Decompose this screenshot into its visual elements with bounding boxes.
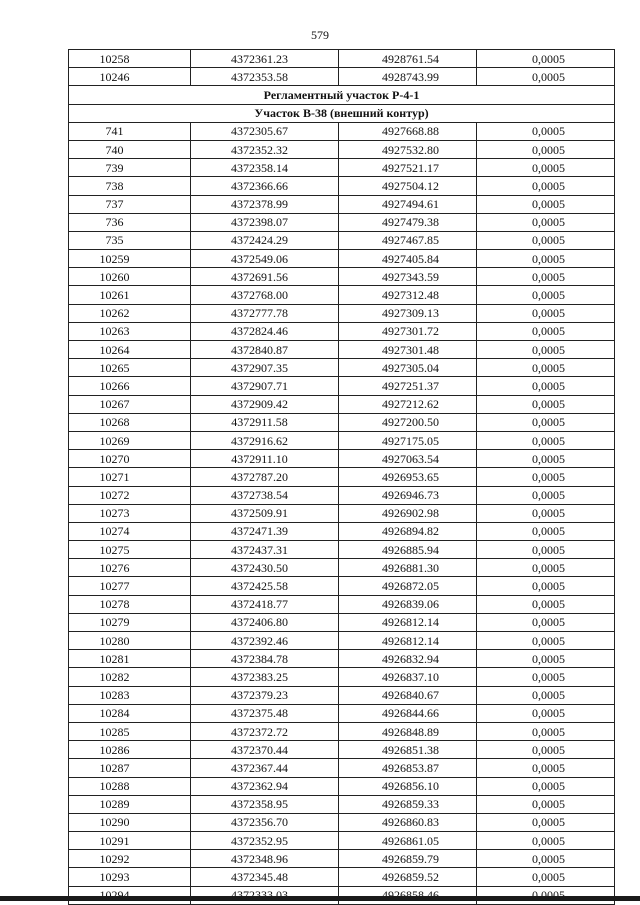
point-number-cell: 10284 [69,704,191,722]
table-row [69,813,615,831]
point-number-cell: 10263 [69,322,191,340]
point-number-cell: 10260 [69,268,191,286]
error-cell: 0,0005 [477,632,615,650]
error-cell: 0,0005 [477,431,615,449]
point-number-cell: 10269 [69,431,191,449]
x-coordinate-cell: 4372911.10 [191,450,339,468]
table-row [69,541,615,559]
error-cell: 0,0005 [477,122,615,140]
point-number-cell: 10279 [69,613,191,631]
table-row [69,832,615,850]
y-coordinate-cell: 4926812.14 [339,632,477,650]
x-coordinate-cell: 4372738.54 [191,486,339,504]
point-number-cell: 10266 [69,377,191,395]
table-row [69,177,615,195]
y-coordinate-cell: 4927301.48 [339,341,477,359]
error-cell: 0,0005 [477,777,615,795]
x-coordinate-cell: 4372358.14 [191,159,339,177]
x-coordinate-cell: 4372375.48 [191,704,339,722]
error-cell: 0,0005 [477,595,615,613]
y-coordinate-cell: 4927479.38 [339,213,477,231]
table-row [69,741,615,759]
error-cell: 0,0005 [477,341,615,359]
point-number-cell: 738 [69,177,191,195]
table-row [69,577,615,595]
table-row [69,504,615,522]
point-number-cell: 10274 [69,522,191,540]
y-coordinate-cell: 4926872.05 [339,577,477,595]
y-coordinate-cell: 4926859.33 [339,795,477,813]
table-row [69,286,615,304]
point-number-cell: 735 [69,231,191,249]
point-number-cell: 10283 [69,686,191,704]
table-row [69,613,615,631]
table-row [69,213,615,231]
x-coordinate-cell: 4372352.95 [191,832,339,850]
y-coordinate-cell: 4927494.61 [339,195,477,213]
point-number-cell: 10282 [69,668,191,686]
error-cell: 0,0005 [477,50,615,68]
point-number-cell: 10270 [69,450,191,468]
table-row [69,140,615,158]
error-cell: 0,0005 [477,686,615,704]
point-number-cell: 10271 [69,468,191,486]
table-row [69,595,615,613]
x-coordinate-cell: 4372787.20 [191,468,339,486]
point-number-cell: 10290 [69,813,191,831]
error-cell: 0,0005 [477,413,615,431]
point-number-cell: 10278 [69,595,191,613]
x-coordinate-cell: 4372907.71 [191,377,339,395]
error-cell: 0,0005 [477,522,615,540]
x-coordinate-cell: 4372916.62 [191,431,339,449]
x-coordinate-cell: 4372509.91 [191,504,339,522]
table-row [69,359,615,377]
table-row [69,795,615,813]
x-coordinate-cell: 4372398.07 [191,213,339,231]
y-coordinate-cell: 4926946.73 [339,486,477,504]
table-row [69,122,615,140]
error-cell: 0,0005 [477,722,615,740]
error-cell: 0,0005 [477,159,615,177]
y-coordinate-cell: 4927504.12 [339,177,477,195]
y-coordinate-cell: 4927405.84 [339,250,477,268]
y-coordinate-cell: 4927301.72 [339,322,477,340]
y-coordinate-cell: 4926853.87 [339,759,477,777]
point-number-cell: 10286 [69,741,191,759]
error-cell: 0,0005 [477,577,615,595]
point-number-cell: 10289 [69,795,191,813]
error-cell: 0,0005 [477,322,615,340]
x-coordinate-cell: 4372348.96 [191,850,339,868]
x-coordinate-cell: 4372378.99 [191,195,339,213]
point-number-cell: 740 [69,140,191,158]
x-coordinate-cell: 4372383.25 [191,668,339,686]
x-coordinate-cell: 4372425.58 [191,577,339,595]
y-coordinate-cell: 4927175.05 [339,431,477,449]
y-coordinate-cell: 4926894.82 [339,522,477,540]
x-coordinate-cell: 4372352.32 [191,140,339,158]
x-coordinate-cell: 4372840.87 [191,341,339,359]
error-cell: 0,0005 [477,850,615,868]
x-coordinate-cell: 4372768.00 [191,286,339,304]
point-number-cell: 10285 [69,722,191,740]
x-coordinate-cell: 4372691.56 [191,268,339,286]
table-row [69,722,615,740]
y-coordinate-cell: 4926902.98 [339,504,477,522]
x-coordinate-cell: 4372424.29 [191,231,339,249]
error-cell: 0,0005 [477,650,615,668]
point-number-cell: 10264 [69,341,191,359]
x-coordinate-cell: 4372361.23 [191,50,339,68]
x-coordinate-cell: 4372362.94 [191,777,339,795]
y-coordinate-cell: 4927343.59 [339,268,477,286]
table-row [69,250,615,268]
error-cell: 0,0005 [477,795,615,813]
y-coordinate-cell: 4927521.17 [339,159,477,177]
error-cell: 0,0005 [477,759,615,777]
error-cell: 0,0005 [477,213,615,231]
error-cell: 0,0005 [477,504,615,522]
x-coordinate-cell: 4372358.95 [191,795,339,813]
error-cell: 0,0005 [477,813,615,831]
y-coordinate-cell: 4927305.04 [339,359,477,377]
y-coordinate-cell: 4926840.67 [339,686,477,704]
table-row [69,559,615,577]
point-number-cell: 10259 [69,250,191,268]
table-row [69,650,615,668]
point-number-cell: 10272 [69,486,191,504]
error-cell: 0,0005 [477,868,615,886]
table-row [69,50,615,68]
x-coordinate-cell: 4372384.78 [191,650,339,668]
point-number-cell: 10258 [69,50,191,68]
y-coordinate-cell: 4926812.14 [339,613,477,631]
y-coordinate-cell: 4926848.89 [339,722,477,740]
x-coordinate-cell: 4372777.78 [191,304,339,322]
point-number-cell: 10246 [69,68,191,86]
table-row [69,395,615,413]
y-coordinate-cell: 4927309.13 [339,304,477,322]
error-cell: 0,0005 [477,450,615,468]
point-number-cell: 10293 [69,868,191,886]
point-number-cell: 739 [69,159,191,177]
table-row [69,450,615,468]
error-cell: 0,0005 [477,68,615,86]
error-cell: 0,0005 [477,668,615,686]
y-coordinate-cell: 4926837.10 [339,668,477,686]
table-row [69,850,615,868]
table-row [69,268,615,286]
point-number-cell: 10277 [69,577,191,595]
y-coordinate-cell: 4927212.62 [339,395,477,413]
point-number-cell: 736 [69,213,191,231]
y-coordinate-cell: 4926881.30 [339,559,477,577]
coordinates-table-body [69,50,615,905]
table-row [69,759,615,777]
error-cell: 0,0005 [477,268,615,286]
y-coordinate-cell: 4926859.52 [339,868,477,886]
x-coordinate-cell: 4372366.66 [191,177,339,195]
y-coordinate-cell: 4926851.38 [339,741,477,759]
y-coordinate-cell: 4926860.83 [339,813,477,831]
table-row [69,304,615,322]
x-coordinate-cell: 4372367.44 [191,759,339,777]
y-coordinate-cell: 4926839.06 [339,595,477,613]
y-coordinate-cell: 4926859.79 [339,850,477,868]
y-coordinate-cell: 4927251.37 [339,377,477,395]
x-coordinate-cell: 4372430.50 [191,559,339,577]
point-number-cell: 737 [69,195,191,213]
y-coordinate-cell: 4926861.05 [339,832,477,850]
y-coordinate-cell: 4926856.10 [339,777,477,795]
error-cell: 0,0005 [477,250,615,268]
x-coordinate-cell: 4372356.70 [191,813,339,831]
section-header-row [69,86,615,104]
table-row [69,468,615,486]
x-coordinate-cell: 4372909.42 [191,395,339,413]
table-row [69,868,615,886]
error-cell: 0,0005 [477,377,615,395]
error-cell: 0,0005 [477,359,615,377]
error-cell: 0,0005 [477,613,615,631]
point-number-cell: 10276 [69,559,191,577]
y-coordinate-cell: 4928761.54 [339,50,477,68]
error-cell: 0,0005 [477,140,615,158]
y-coordinate-cell: 4926885.94 [339,541,477,559]
coordinates-table [68,49,615,905]
error-cell: 0,0005 [477,195,615,213]
table-row [69,686,615,704]
y-coordinate-cell: 4927063.54 [339,450,477,468]
x-coordinate-cell: 4372824.46 [191,322,339,340]
table-row [69,704,615,722]
table-row [69,431,615,449]
y-coordinate-cell: 4927532.80 [339,140,477,158]
section-header-row [69,104,615,122]
point-number-cell: 10287 [69,759,191,777]
point-number-cell: 10273 [69,504,191,522]
table-row [69,322,615,340]
table-row [69,668,615,686]
x-coordinate-cell: 4372549.06 [191,250,339,268]
table-row [69,632,615,650]
point-number-cell: 10281 [69,650,191,668]
point-number-cell: 10291 [69,832,191,850]
x-coordinate-cell: 4372345.48 [191,868,339,886]
point-number-cell: 10288 [69,777,191,795]
table-row [69,522,615,540]
x-coordinate-cell: 4372379.23 [191,686,339,704]
table-row [69,68,615,86]
point-number-cell: 10280 [69,632,191,650]
error-cell: 0,0005 [477,286,615,304]
x-coordinate-cell: 4372437.31 [191,541,339,559]
x-coordinate-cell: 4372392.46 [191,632,339,650]
section-header: Регламентный участок Р-4-1 [69,86,615,104]
error-cell: 0,0005 [477,486,615,504]
table-row [69,413,615,431]
x-coordinate-cell: 4372305.67 [191,122,339,140]
point-number-cell: 10292 [69,850,191,868]
y-coordinate-cell: 4928743.99 [339,68,477,86]
point-number-cell: 741 [69,122,191,140]
point-number-cell: 10262 [69,304,191,322]
section-header: Участок В-38 (внешний контур) [69,104,615,122]
error-cell: 0,0005 [477,832,615,850]
y-coordinate-cell: 4926832.94 [339,650,477,668]
x-coordinate-cell: 4372911.58 [191,413,339,431]
x-coordinate-cell: 4372353.58 [191,68,339,86]
table-row [69,231,615,249]
table-row [69,341,615,359]
y-coordinate-cell: 4926953.65 [339,468,477,486]
scan-bottom-edge [0,896,640,901]
error-cell: 0,0005 [477,177,615,195]
page-number: 579 [311,28,329,42]
table-row [69,159,615,177]
point-number-cell: 10275 [69,541,191,559]
table-row [69,486,615,504]
y-coordinate-cell: 4927467.85 [339,231,477,249]
y-coordinate-cell: 4926844.66 [339,704,477,722]
point-number-cell: 10268 [69,413,191,431]
x-coordinate-cell: 4372370.44 [191,741,339,759]
y-coordinate-cell: 4927668.88 [339,122,477,140]
x-coordinate-cell: 4372418.77 [191,595,339,613]
error-cell: 0,0005 [477,304,615,322]
error-cell: 0,0005 [477,704,615,722]
x-coordinate-cell: 4372471.39 [191,522,339,540]
table-row [69,377,615,395]
error-cell: 0,0005 [477,559,615,577]
y-coordinate-cell: 4927312.48 [339,286,477,304]
x-coordinate-cell: 4372406.80 [191,613,339,631]
y-coordinate-cell: 4927200.50 [339,413,477,431]
error-cell: 0,0005 [477,468,615,486]
error-cell: 0,0005 [477,741,615,759]
x-coordinate-cell: 4372907.35 [191,359,339,377]
x-coordinate-cell: 4372372.72 [191,722,339,740]
point-number-cell: 10267 [69,395,191,413]
error-cell: 0,0005 [477,541,615,559]
error-cell: 0,0005 [477,395,615,413]
point-number-cell: 10261 [69,286,191,304]
table-row [69,195,615,213]
table-row [69,777,615,795]
error-cell: 0,0005 [477,231,615,249]
point-number-cell: 10265 [69,359,191,377]
